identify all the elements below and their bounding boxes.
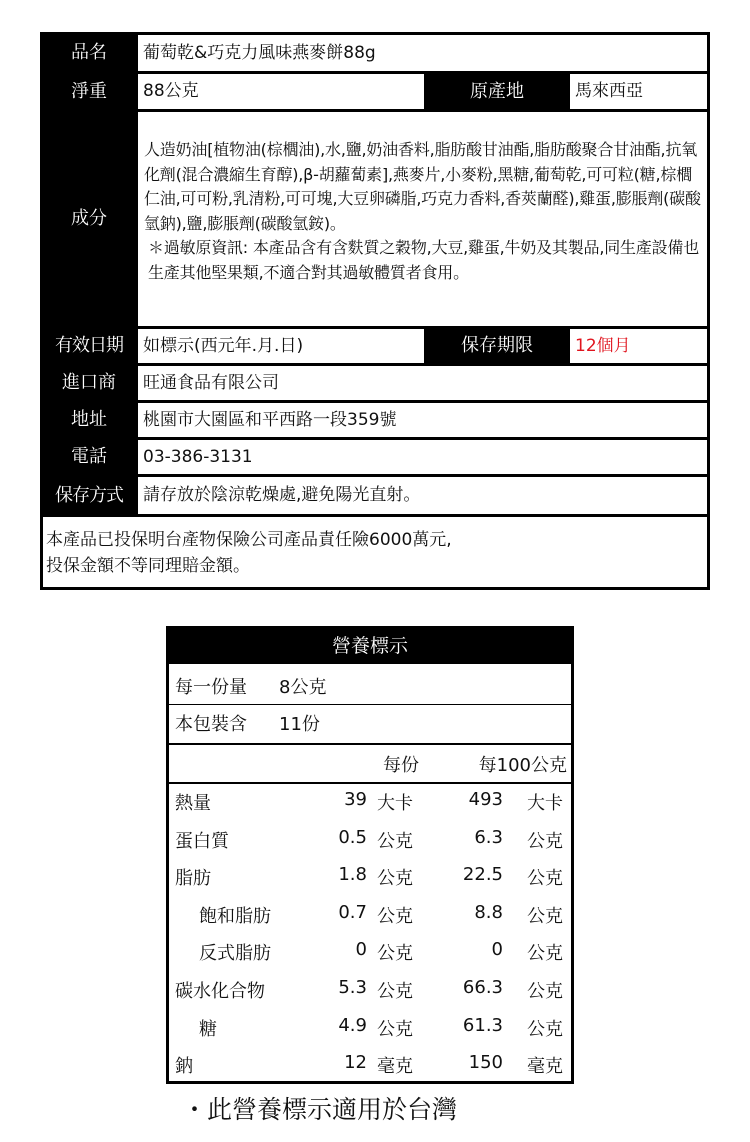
nutrient-per-100g: 150 [468, 1052, 503, 1073]
nutrient-name: 鈉 [175, 1056, 193, 1077]
net-weight-value: 88公克 [138, 74, 424, 109]
nutrition-divider [169, 743, 571, 745]
nutrient-per-serving: 12 [344, 1052, 367, 1073]
insurance-line-2: 投保金額不等同理賠金額。 [46, 556, 250, 576]
column-header-per-serving: 每份 [383, 755, 419, 776]
row-phone [43, 440, 707, 474]
shelf-life-value: 12個月 [570, 329, 707, 363]
row-importer [43, 366, 707, 400]
insurance-line-1: 本產品已投保明台產物保險公司產品責任險6000萬元, [46, 530, 452, 550]
nutrient-name: 飽和脂肪 [199, 906, 271, 927]
nutrient-unit-per-serving: 毫克 [377, 1056, 413, 1077]
nutrient-name: 糖 [199, 1019, 217, 1040]
nutrient-unit-per-serving: 公克 [377, 943, 413, 964]
row-expiry [43, 329, 707, 363]
insurance-notice [43, 517, 707, 587]
product-info-table [40, 32, 710, 590]
expiry-value: 如標示(西元年.月.日) [138, 329, 424, 363]
row-ingredients [43, 112, 707, 326]
nutrient-per-serving: 0 [355, 939, 367, 960]
nutrient-per-100g: 6.3 [474, 827, 503, 848]
importer-value: 旺通食品有限公司 [138, 366, 707, 400]
storage-label: 保存方式 [43, 477, 135, 514]
serving-size-label: 每一份量 [175, 677, 247, 698]
ingredients-box [138, 112, 707, 326]
nutrient-per-serving: 0.5 [338, 827, 367, 848]
origin-value: 馬來西亞 [570, 74, 707, 109]
nutrient-name: 碳水化合物 [175, 981, 265, 1002]
nutrient-unit-per-100g: 公克 [527, 906, 563, 927]
row-storage [43, 477, 707, 514]
nutrient-unit-per-100g: 公克 [527, 1019, 563, 1040]
nutrient-per-serving: 1.8 [338, 864, 367, 885]
nutrient-per-serving: 4.9 [338, 1015, 367, 1036]
phone-label: 電話 [43, 440, 135, 474]
row-net-weight [43, 74, 707, 109]
importer-label: 進口商 [43, 366, 135, 400]
nutrient-unit-per-serving: 公克 [377, 831, 413, 852]
row-address [43, 403, 707, 437]
nutrient-unit-per-100g: 公克 [527, 981, 563, 1002]
shelf-life-label: 保存期限 [427, 329, 567, 363]
nutrient-unit-per-100g: 大卡 [527, 793, 563, 814]
ingredients-label: 成分 [43, 112, 135, 326]
nutrient-unit-per-serving: 公克 [377, 868, 413, 889]
storage-value: 請存放於陰涼乾燥處,避免陽光直射。 [138, 477, 707, 514]
origin-label: 原產地 [427, 74, 567, 109]
nutrient-unit-per-100g: 毫克 [527, 1056, 563, 1077]
row-product-name [43, 35, 707, 71]
nutrient-per-100g: 8.8 [474, 902, 503, 923]
nutrient-unit-per-serving: 公克 [377, 981, 413, 1002]
product-name-label: 品名 [43, 35, 135, 71]
nutrient-unit-per-serving: 公克 [377, 1019, 413, 1040]
nutrient-unit-per-100g: 公克 [527, 943, 563, 964]
nutrient-name: 蛋白質 [175, 831, 229, 852]
serving-size-value: 8公克 [279, 677, 327, 698]
address-label: 地址 [43, 403, 135, 437]
ingredients-text: 人造奶油[植物油(棕櫚油),水,鹽,奶油香料,脂肪酸甘油酯,脂肪酸聚合甘油酯,抗氧化劑(混合濃縮生育醇),β-胡蘿蔔素],燕麥片,小麥粉,黑糖,葡萄乾,可可粒(糖,棕櫚仁油,可可粉,乳清粉,可可塊,大豆卵磷脂,巧克力香料,香莢蘭醛),雞蛋,膨脹劑(碳酸氫鈉),鹽,膨脹劑(碳酸氫銨)。 [144, 140, 701, 233]
net-weight-label: 淨重 [43, 74, 135, 109]
nutrition-divider [169, 782, 571, 784]
nutrient-per-100g: 66.3 [462, 977, 503, 998]
nutrition-title: 營養標示 [169, 629, 571, 664]
servings-label: 本包裝含 [175, 714, 247, 735]
nutrient-per-serving: 5.3 [338, 977, 367, 998]
allergen-text: ＊過敏原資訊: 本產品含有含麩質之穀物,大豆,雞蛋,牛奶及其製品,同生產設備也生產其他堅果類,不適合對其過敏體質者食用。 [148, 238, 700, 282]
nutrition-divider [169, 704, 571, 705]
nutrient-name: 脂肪 [175, 868, 211, 889]
nutrient-name: 熱量 [175, 793, 211, 814]
servings-value: 11份 [279, 714, 320, 735]
nutrient-name: 反式脂肪 [199, 943, 271, 964]
product-name-value: 葡萄乾&巧克力風味燕麥餅88g [138, 35, 707, 71]
nutrient-unit-per-serving: 大卡 [377, 793, 413, 814]
nutrient-per-100g: 0 [491, 939, 503, 960]
column-header-per-100g: 每100公克 [478, 755, 567, 776]
nutrient-unit-per-100g: 公克 [527, 831, 563, 852]
nutrient-per-100g: 61.3 [462, 1015, 503, 1036]
nutrient-unit-per-serving: 公克 [377, 906, 413, 927]
expiry-label: 有效日期 [43, 329, 135, 363]
nutrient-per-serving: 39 [344, 789, 367, 810]
nutrition-table [166, 626, 574, 1084]
nutrition-footer-note: ・此營養標示適用於台灣 [182, 1095, 458, 1124]
nutrient-per-serving: 0.7 [338, 902, 367, 923]
nutrient-per-100g: 22.5 [462, 864, 503, 885]
address-value: 桃園市大園區和平西路一段359號 [138, 403, 707, 437]
nutrient-per-100g: 493 [468, 789, 503, 810]
phone-value: 03-386-3131 [138, 440, 707, 474]
nutrient-unit-per-100g: 公克 [527, 868, 563, 889]
